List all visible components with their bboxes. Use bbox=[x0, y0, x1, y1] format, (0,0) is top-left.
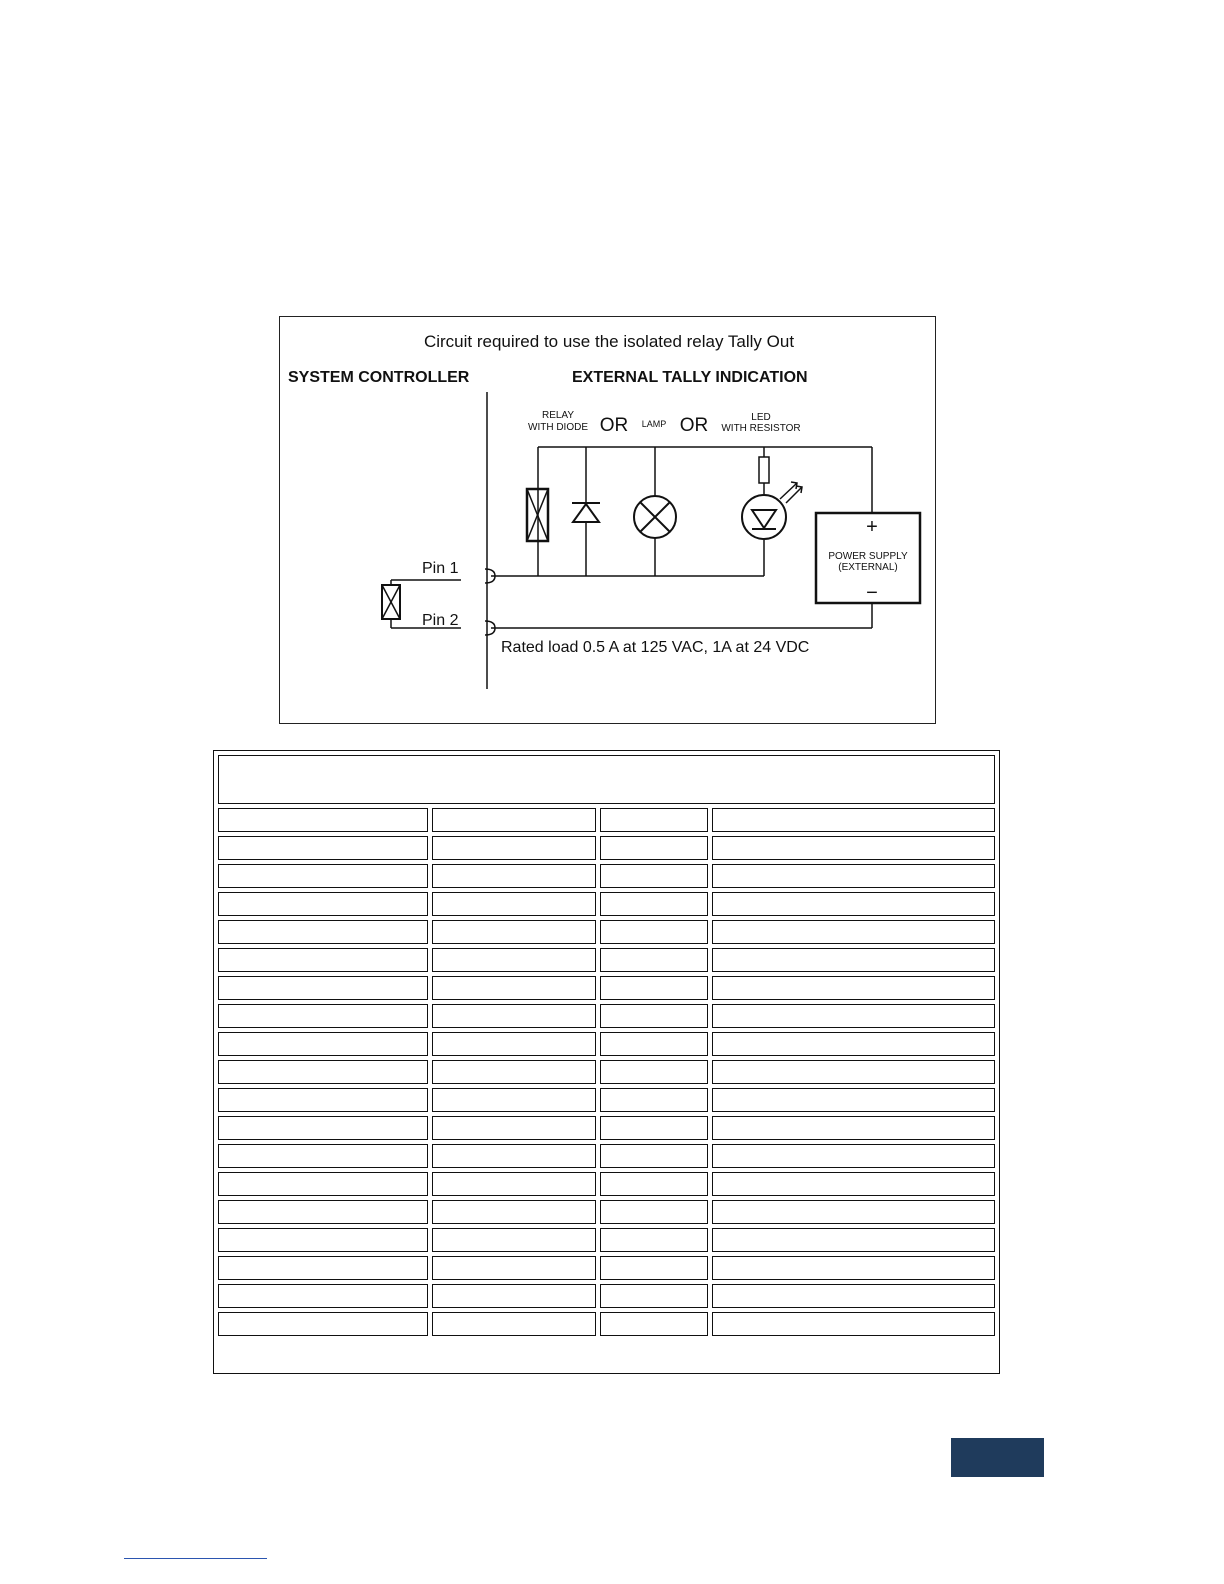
table-cell bbox=[600, 1116, 708, 1140]
table-cell bbox=[600, 1284, 708, 1308]
table-cell bbox=[218, 1228, 428, 1252]
table-cell bbox=[218, 1256, 428, 1280]
footer-link-underline bbox=[124, 1558, 267, 1559]
table-header-cell bbox=[218, 755, 995, 804]
table-cell bbox=[218, 1144, 428, 1168]
table-row bbox=[218, 864, 995, 888]
table-cell bbox=[712, 1032, 995, 1056]
table-row bbox=[218, 808, 995, 832]
figure-title: Circuit required to use the isolated relay Tally Out bbox=[423, 332, 795, 351]
table-cell bbox=[432, 1312, 596, 1336]
table-row bbox=[218, 976, 995, 1000]
table-cell bbox=[432, 1228, 596, 1252]
table-row bbox=[218, 1312, 995, 1336]
table-row bbox=[218, 948, 995, 972]
table-row bbox=[218, 920, 995, 944]
table-cell bbox=[712, 864, 995, 888]
page-number-tab bbox=[951, 1438, 1044, 1477]
controller-relay-icon bbox=[382, 585, 400, 619]
table-cell bbox=[432, 1144, 596, 1168]
led-icon bbox=[742, 482, 802, 539]
table-cell bbox=[600, 1088, 708, 1112]
psu-minus: − bbox=[866, 582, 878, 604]
table-cell bbox=[218, 1312, 428, 1336]
table-cell bbox=[712, 948, 995, 972]
table-row bbox=[218, 1116, 995, 1140]
pin2-label: Pin 2 bbox=[422, 612, 459, 629]
table-cell bbox=[600, 976, 708, 1000]
table-cell bbox=[432, 976, 596, 1000]
table-cell bbox=[712, 1144, 995, 1168]
table-cell bbox=[432, 920, 596, 944]
external-tally-heading: EXTERNAL TALLY INDICATION bbox=[572, 369, 808, 386]
table-row bbox=[218, 1088, 995, 1112]
pin1-label: Pin 1 bbox=[422, 560, 459, 577]
table-cell bbox=[432, 1256, 596, 1280]
table-cell bbox=[600, 1060, 708, 1084]
table-cell bbox=[432, 1284, 596, 1308]
or-label-2: OR bbox=[679, 415, 709, 436]
table-header-row bbox=[218, 755, 995, 804]
table-cell bbox=[432, 864, 596, 888]
table-row bbox=[218, 1200, 995, 1224]
table-cell bbox=[712, 1228, 995, 1252]
table-cell bbox=[712, 836, 995, 860]
diode-icon bbox=[572, 503, 600, 522]
table-cell bbox=[600, 1144, 708, 1168]
led-label-line1: LED bbox=[751, 412, 771, 423]
table-cell bbox=[712, 1256, 995, 1280]
table-cell bbox=[432, 1088, 596, 1112]
table-cell bbox=[712, 1060, 995, 1084]
table-row bbox=[218, 1004, 995, 1028]
table-cell bbox=[600, 1228, 708, 1252]
table-cell bbox=[600, 1032, 708, 1056]
table-cell bbox=[218, 808, 428, 832]
table-cell bbox=[218, 836, 428, 860]
table-cell bbox=[432, 836, 596, 860]
table-cell bbox=[218, 892, 428, 916]
table-cell bbox=[600, 1172, 708, 1196]
table-row bbox=[218, 836, 995, 860]
table-row bbox=[218, 1060, 995, 1084]
table-cell bbox=[218, 1060, 428, 1084]
table-row bbox=[218, 1284, 995, 1308]
circuit-figure bbox=[279, 316, 936, 724]
table-cell bbox=[712, 892, 995, 916]
pinout-table bbox=[213, 750, 1000, 1374]
table-cell bbox=[432, 892, 596, 916]
resistor-icon bbox=[759, 457, 769, 483]
table-cell bbox=[600, 1200, 708, 1224]
table-cell bbox=[432, 1032, 596, 1056]
table-cell bbox=[218, 920, 428, 944]
table-cell bbox=[712, 1312, 995, 1336]
table-cell bbox=[600, 1312, 708, 1336]
table-cell bbox=[218, 948, 428, 972]
table-cell bbox=[600, 1004, 708, 1028]
table-cell bbox=[218, 976, 428, 1000]
table-cell bbox=[432, 1004, 596, 1028]
table-cell bbox=[432, 1172, 596, 1196]
table-cell bbox=[218, 1088, 428, 1112]
table-cell bbox=[218, 1172, 428, 1196]
table-cell bbox=[432, 1060, 596, 1084]
table-cell bbox=[600, 920, 708, 944]
table-cell bbox=[432, 1116, 596, 1140]
led-label-line2: WITH RESISTOR bbox=[721, 423, 801, 434]
circuit-wiring bbox=[391, 447, 872, 635]
table-cell bbox=[432, 808, 596, 832]
psu-label-line1: POWER SUPPLY bbox=[828, 551, 908, 562]
table-cell bbox=[600, 836, 708, 860]
table-row bbox=[218, 1228, 995, 1252]
table-cell bbox=[712, 1200, 995, 1224]
table-cell bbox=[218, 1284, 428, 1308]
table-cell bbox=[218, 1116, 428, 1140]
table-cell bbox=[218, 864, 428, 888]
table-cell bbox=[712, 1284, 995, 1308]
circuit-diagram bbox=[280, 317, 937, 725]
lamp-icon bbox=[634, 496, 676, 538]
psu-plus: + bbox=[866, 516, 878, 538]
table-cell bbox=[218, 1200, 428, 1224]
table-row bbox=[218, 1144, 995, 1168]
table-cell bbox=[432, 1200, 596, 1224]
system-controller-heading: SYSTEM CONTROLLER bbox=[288, 369, 470, 386]
table-row bbox=[218, 892, 995, 916]
table-cell bbox=[600, 1256, 708, 1280]
table-cell bbox=[600, 808, 708, 832]
table-cell bbox=[712, 1088, 995, 1112]
or-label-1: OR bbox=[599, 415, 629, 436]
table-cell bbox=[712, 808, 995, 832]
table-row bbox=[218, 1172, 995, 1196]
table-cell bbox=[600, 948, 708, 972]
psu-label-line2: (EXTERNAL) bbox=[838, 562, 898, 573]
relay-label-line1: RELAY bbox=[541, 410, 575, 421]
relay-label-line2: WITH DIODE bbox=[528, 422, 588, 433]
table-cell bbox=[712, 920, 995, 944]
table-cell bbox=[712, 1116, 995, 1140]
table-cell bbox=[432, 948, 596, 972]
table-cell bbox=[712, 1004, 995, 1028]
table-cell bbox=[600, 892, 708, 916]
table-cell bbox=[712, 1172, 995, 1196]
table-row bbox=[218, 1032, 995, 1056]
rated-load-note: Rated load 0.5 A at 125 VAC, 1A at 24 VDC bbox=[501, 639, 810, 656]
table-cell bbox=[600, 864, 708, 888]
lamp-label: LAMP bbox=[641, 419, 667, 429]
table-cell bbox=[712, 976, 995, 1000]
table-cell bbox=[218, 1004, 428, 1028]
table-row bbox=[218, 1256, 995, 1280]
table-cell bbox=[218, 1032, 428, 1056]
